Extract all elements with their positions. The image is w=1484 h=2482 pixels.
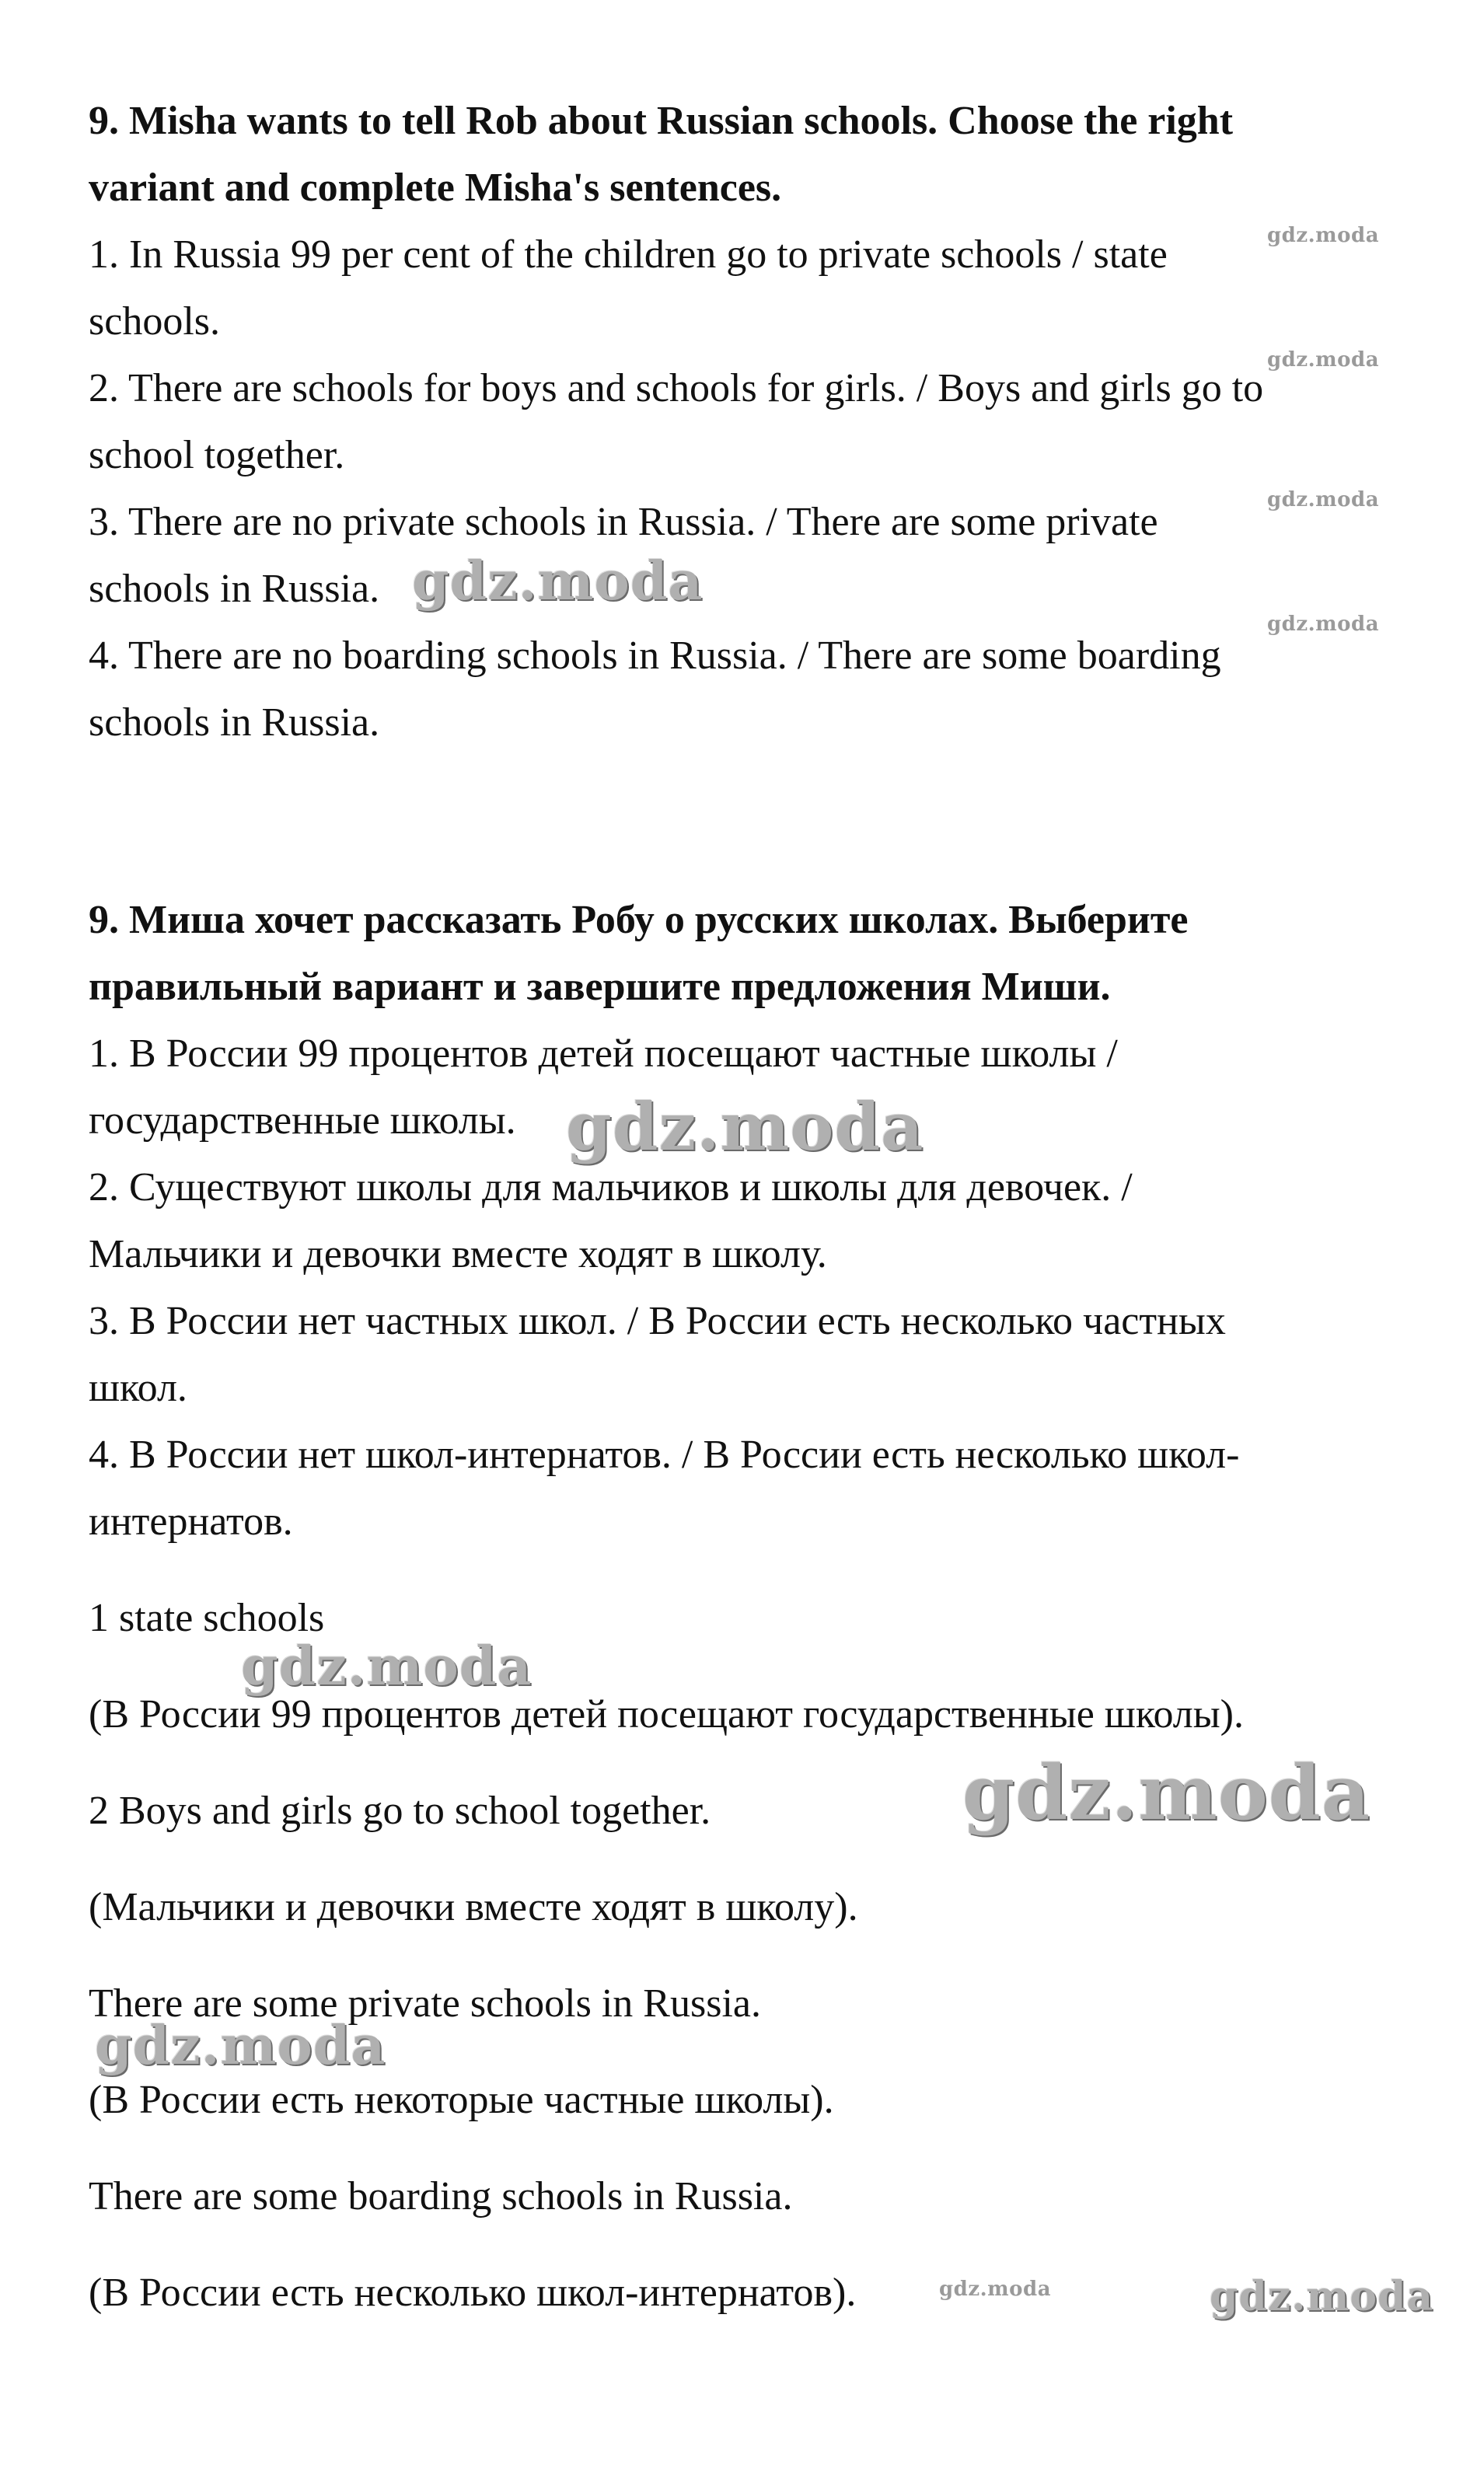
answer-1-russian: (В России 99 процентов детей посещают государственные школы).: [89, 1692, 1244, 1737]
russian-item-4-line-2: интернатов.: [89, 1499, 293, 1544]
answer-4-russian: (В России есть несколько школ-интернатов).: [89, 2271, 857, 2315]
russian-item-2-line-2: Мальчики и девочки вместе ходят в школу.: [89, 1232, 827, 1276]
english-heading-line-2: variant and complete Misha's sentences.: [89, 166, 782, 210]
english-item-3-line-1: 3. There are no private schools in Russia. / There are some private: [89, 500, 1158, 544]
russian-item-2-line-1: 2. Существуют школы для мальчиков и школы для девочек. /: [89, 1165, 1133, 1210]
english-item-2-line-1: 2. There are schools for boys and schools for girls. / Boys and girls go to: [89, 366, 1264, 410]
russian-item-3-line-1: 3. В России нет частных школ. / В России есть несколько частных: [89, 1299, 1226, 1343]
english-item-2-line-2: school together.: [89, 433, 345, 477]
english-heading-line-1: 9. Misha wants to tell Rob about Russian schools. Choose the right: [89, 99, 1234, 143]
watermark-logo: gdz.moda: [962, 1749, 1371, 1837]
russian-item-4-line-1: 4. В России нет школ-интернатов. / В России есть несколько школ-: [89, 1433, 1240, 1477]
answer-2-english: 2 Boys and girls go to school together.: [89, 1789, 711, 1833]
watermark-small: gdz.moda: [1267, 613, 1380, 636]
english-item-4-line-1: 4. There are no boarding schools in Russia. / There are some boarding: [89, 634, 1221, 678]
watermark-small: gdz.moda: [1267, 348, 1380, 372]
watermark-logo: gdz.moda: [95, 2015, 386, 2077]
english-item-1-line-2: schools.: [89, 299, 220, 344]
watermark-small: gdz.moda: [939, 2278, 1052, 2301]
russian-item-1-line-1: 1. В России 99 процентов детей посещают частные школы /: [89, 1032, 1118, 1076]
english-item-3-line-2: schools in Russia.: [89, 567, 380, 611]
watermark-logo: gdz.moda: [566, 1088, 924, 1165]
answer-4-english: There are some boarding schools in Russia.: [89, 2174, 793, 2218]
watermark-small: gdz.moda: [1267, 224, 1380, 247]
answer-3-english: There are some private schools in Russia.: [89, 1981, 761, 2026]
watermark-logo: gdz.moda: [412, 550, 704, 613]
answer-3-russian: (В России есть некоторые частные школы).: [89, 2078, 834, 2122]
russian-heading-line-2: правильный вариант и завершите предложения Миши.: [89, 965, 1111, 1009]
watermark-logo: gdz.moda: [1210, 2273, 1434, 2320]
russian-item-3-line-2: школ.: [89, 1366, 187, 1410]
russian-item-1-line-2: государственные школы.: [89, 1098, 516, 1143]
english-item-4-line-2: schools in Russia.: [89, 700, 380, 745]
answer-2-russian: (Мальчики и девочки вместе ходят в школу).: [89, 1885, 858, 1929]
answer-1-english: 1 state schools: [89, 1596, 325, 1640]
russian-heading-line-1: 9. Миша хочет рассказать Робу о русских школах. Выберите: [89, 898, 1189, 942]
watermark-logo: gdz.moda: [241, 1635, 532, 1698]
english-item-1-line-1: 1. In Russia 99 per cent of the children go to private schools / state: [89, 232, 1168, 277]
watermark-small: gdz.moda: [1267, 488, 1380, 511]
